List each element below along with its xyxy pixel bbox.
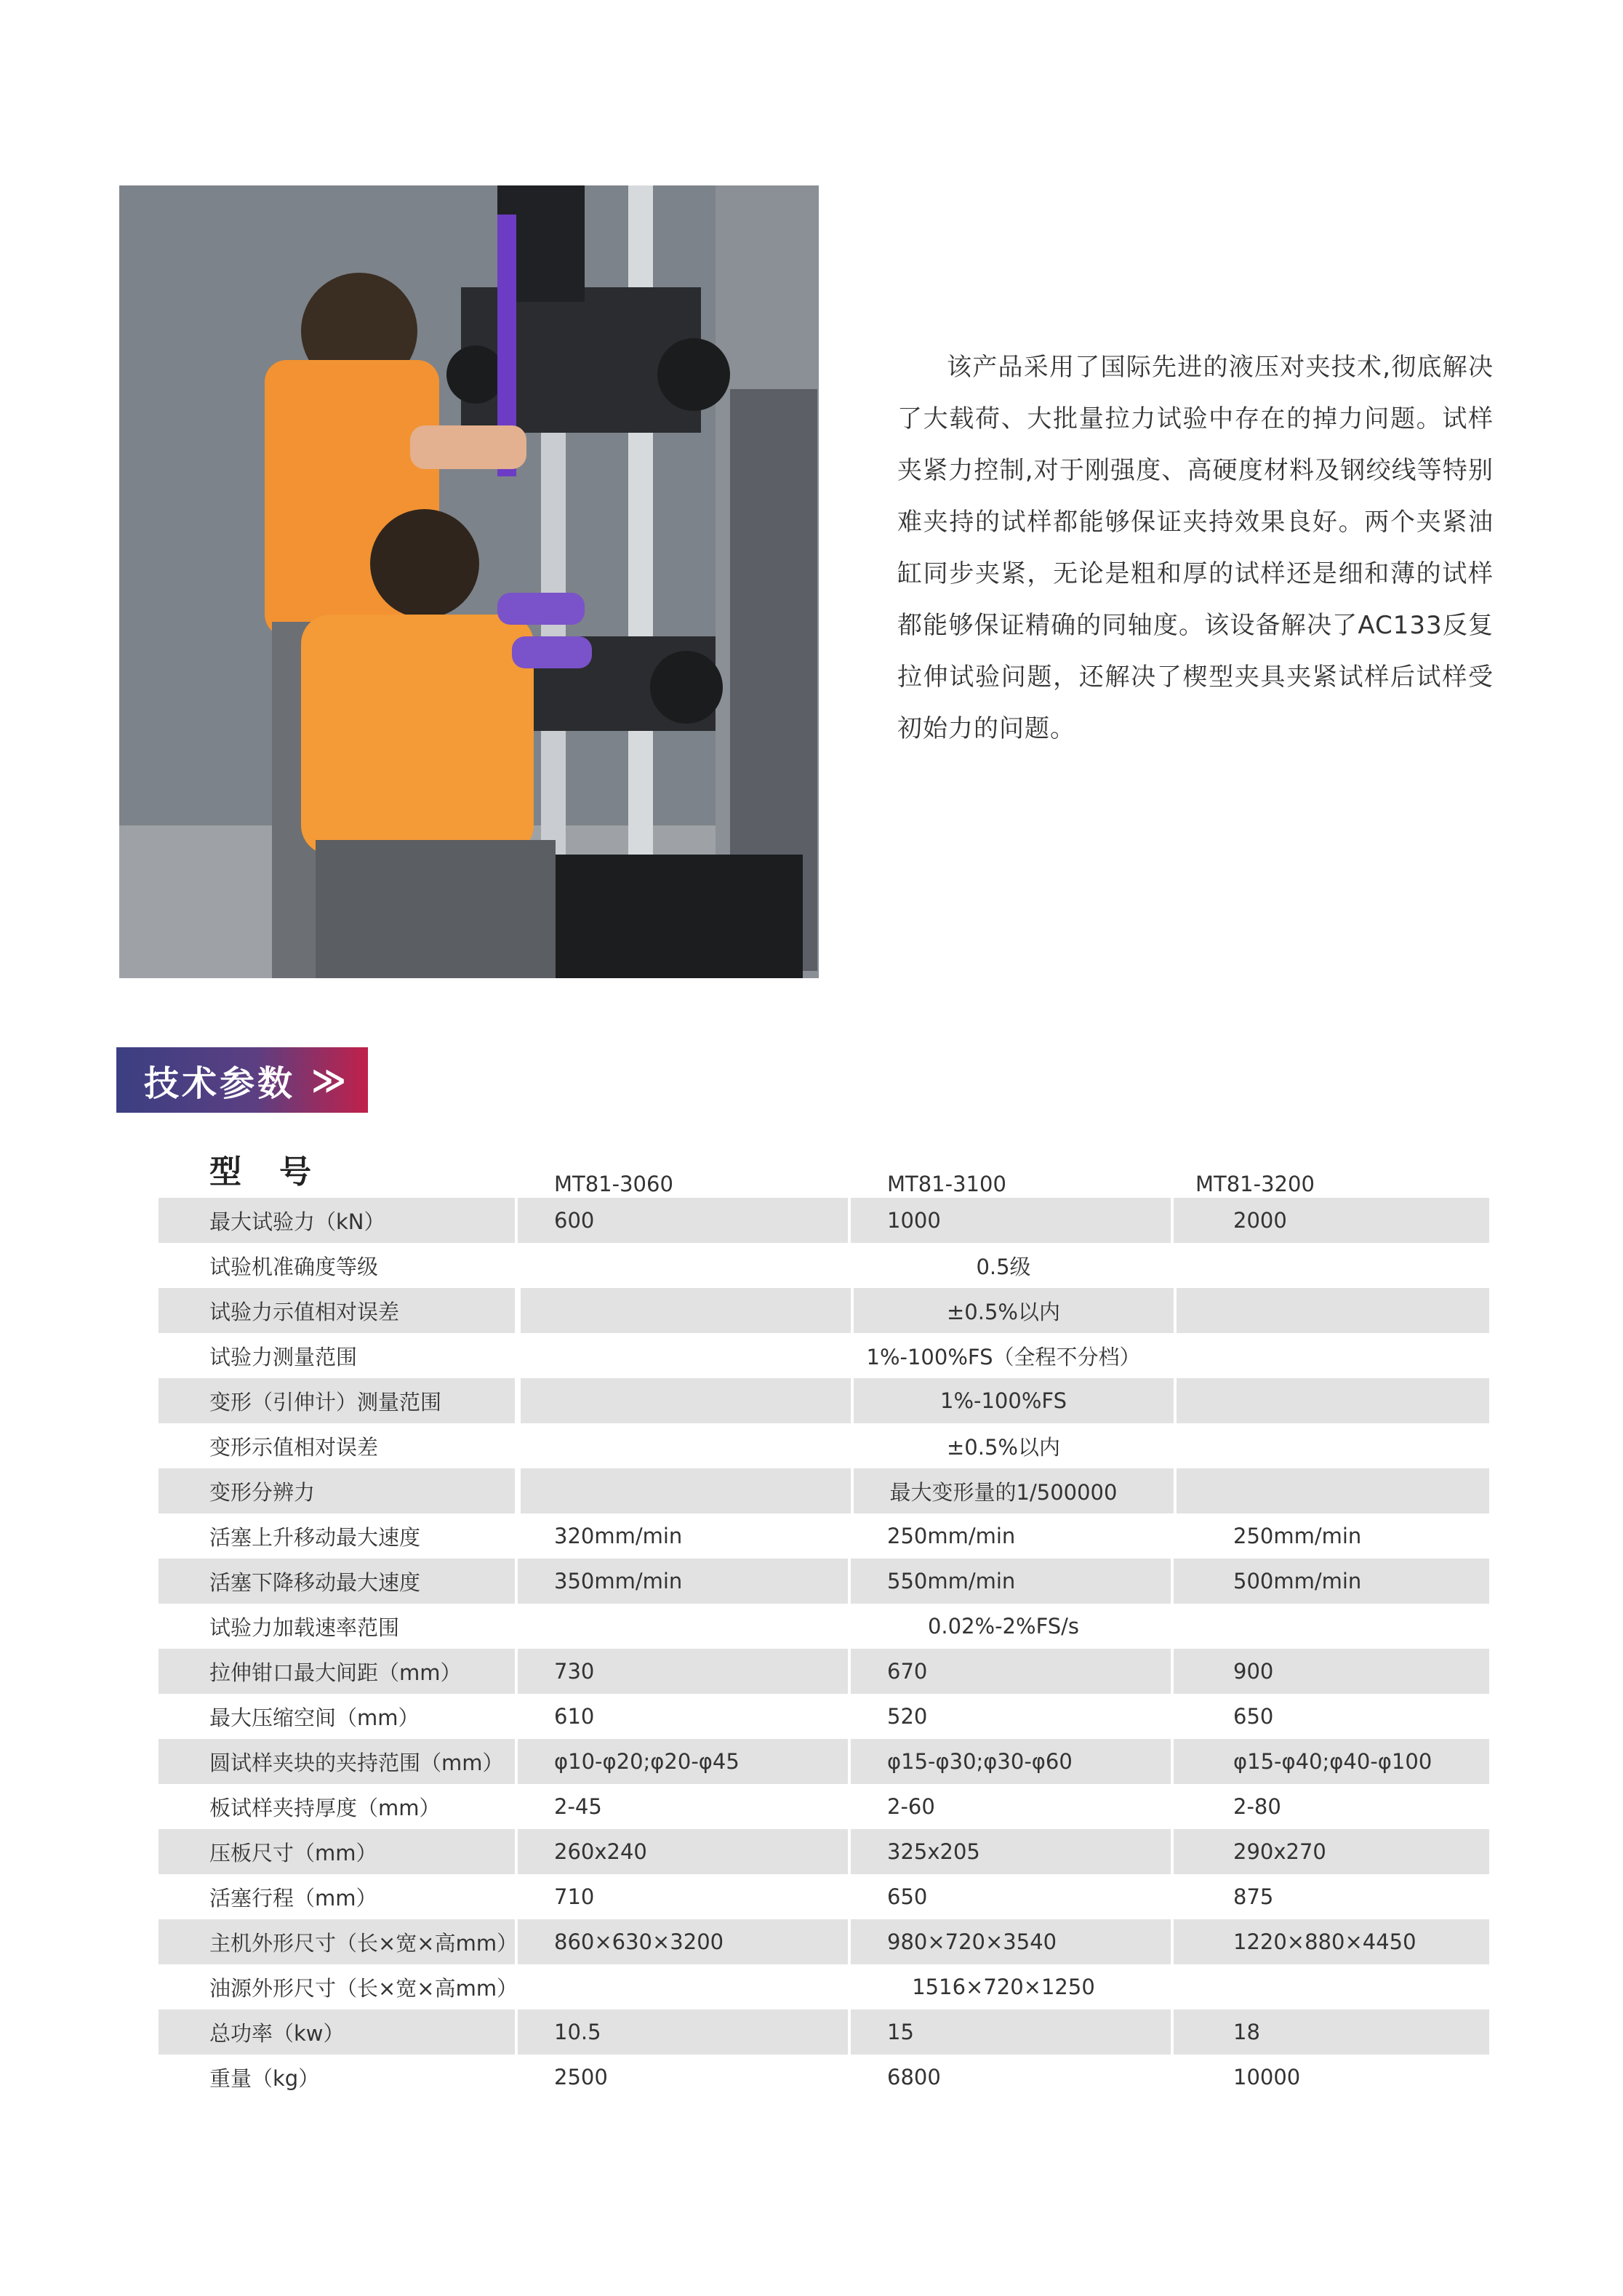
row-value-1: 320mm/min (554, 1524, 683, 1548)
row-value-3: 2000 (1233, 1208, 1287, 1233)
table-row (159, 1288, 1489, 1333)
intro-paragraph: 该产品采用了国际先进的液压对夹技术,彻底解决了大载荷、大批量拉力试验中存在的掉力问题。试样夹紧力控制,对于刚强度、高硬度材料及钢绞线等特别难夹持的试样都能够保证夹持效果良好。两个夹紧油缸同步夹紧，无论是粗和厚的试样还是细和薄的试样都能够保证精确的同轴度。该设备解决了AC133反复拉伸试验问题，还解决了楔型夹具夹紧试样后试样受初始力的问题。 (897, 353, 1494, 743)
model-header-1: MT81-3060 (554, 1172, 673, 1196)
row-label: 试验力示值相对误差 (159, 1288, 518, 1333)
row-label: 变形分辨力 (159, 1468, 518, 1513)
double-chevron-icon: ≫ (311, 1060, 347, 1100)
table-row (159, 1243, 1489, 1288)
section-title: 技术参数 (144, 1063, 296, 1104)
row-value-1: 860×630×3200 (518, 1919, 851, 1964)
row-label: 最大试验力（kN） (159, 1198, 518, 1243)
table-row (159, 1378, 1489, 1423)
row-value-3: 1220×880×4450 (1233, 1929, 1416, 1954)
row-label: 试验力测量范围 (209, 1344, 358, 1369)
row-value-span: 0.5级 (976, 1254, 1031, 1279)
row-value-2: 1000 (851, 1198, 1174, 1243)
table-row (159, 1919, 1489, 1964)
cell-divider (1174, 1378, 1177, 1423)
row-label: 试验机准确度等级 (209, 1254, 379, 1279)
table-row (159, 1333, 1489, 1378)
row-value-2: 250mm/min (887, 1524, 1016, 1548)
cell-divider (851, 1288, 854, 1333)
row-value-3: 290x270 (1233, 1839, 1326, 1864)
spec-table (159, 1153, 1489, 2100)
row-value-2: φ15-φ30;φ30-φ60 (851, 1739, 1174, 1784)
row-value-1: 600 (518, 1198, 851, 1243)
row-value-1: 260x240 (518, 1829, 851, 1874)
row-value-2: 15 (851, 2009, 1174, 2055)
row-value-1: 610 (554, 1704, 595, 1729)
row-label: 总功率（kw） (159, 2009, 518, 2055)
table-row (159, 1784, 1489, 1829)
row-value-2: 520 (887, 1704, 928, 1729)
row-value-2: 670 (851, 1649, 1174, 1694)
row-value-3: 250mm/min (1233, 1524, 1362, 1548)
row-value-2: 6800 (887, 2065, 941, 2089)
row-label: 圆试样夹块的夹持范围（mm） (159, 1739, 518, 1784)
row-value-1: 710 (554, 1884, 595, 1909)
row-label: 变形（引伸计）测量范围 (159, 1378, 518, 1423)
model-header-2: MT81-3100 (887, 1172, 1006, 1196)
row-value-3: 2-80 (1233, 1794, 1281, 1819)
cell-divider (518, 1378, 521, 1423)
row-value-3: 900 (1233, 1659, 1274, 1684)
row-value-3: 18 (1233, 2020, 1260, 2044)
table-row (159, 1423, 1489, 1468)
row-label: 重量（kg） (209, 2065, 320, 2091)
row-label: 主机外形尺寸（长×宽×高mm） (159, 1919, 518, 1964)
row-value-span: 0.02%-2%FS/s (927, 1614, 1080, 1639)
cell-divider (1174, 1468, 1177, 1513)
row-value-2: 2-60 (887, 1794, 935, 1819)
row-value-3: 650 (1233, 1704, 1274, 1729)
row-value-2: 650 (887, 1884, 928, 1909)
row-label: 试验力加载速率范围 (209, 1615, 400, 1640)
row-label: 油源外形尺寸（长×宽×高mm） (209, 1975, 518, 2001)
row-value-span: 最大变形量的1/500000 (889, 1479, 1118, 1505)
row-value-2: 550mm/min (851, 1559, 1174, 1604)
table-row (159, 1559, 1489, 1604)
row-value-1: 2500 (554, 2065, 608, 2089)
row-value-2: 325x205 (851, 1829, 1174, 1874)
row-label: 拉伸钳口最大间距（mm） (159, 1649, 518, 1694)
table-row (159, 1513, 1489, 1559)
row-value-span: 1%-100%FS（全程不分档） (866, 1344, 1141, 1369)
row-value-1: 350mm/min (518, 1559, 851, 1604)
cell-divider (518, 1468, 521, 1513)
cell-divider (518, 1288, 521, 1333)
table-row (159, 2009, 1489, 2055)
row-label: 活塞下降移动最大速度 (159, 1559, 518, 1604)
row-value-3: 875 (1233, 1884, 1274, 1909)
cell-divider (1174, 1288, 1177, 1333)
row-value-2: 980×720×3540 (851, 1919, 1174, 1964)
row-value-span: ±0.5%以内 (947, 1434, 1060, 1460)
row-value-3: φ15-φ40;φ40-φ100 (1233, 1749, 1432, 1774)
row-value-1: 730 (518, 1649, 851, 1694)
table-row (159, 1604, 1489, 1649)
row-label: 活塞上升移动最大速度 (209, 1524, 421, 1550)
table-row (159, 1739, 1489, 1784)
row-value-span: 1516×720×1250 (912, 1975, 1095, 1999)
table-row (159, 1964, 1489, 2009)
row-value-1: 10.5 (518, 2009, 851, 2055)
spec-rows (159, 1198, 1489, 2100)
cell-divider (851, 1378, 854, 1423)
product-photo (119, 185, 819, 978)
row-value-1: 2-45 (554, 1794, 602, 1819)
row-label: 活塞行程（mm） (209, 1885, 377, 1911)
spec-header-label: 型号 (209, 1153, 349, 1191)
cell-divider (851, 1468, 854, 1513)
row-label: 变形示值相对误差 (209, 1434, 379, 1460)
section-header (116, 1047, 368, 1113)
row-value-span: ±0.5%以内 (947, 1299, 1060, 1324)
row-label: 最大压缩空间（mm） (209, 1705, 420, 1730)
row-label: 压板尺寸（mm） (159, 1829, 518, 1874)
row-value-3: 10000 (1233, 2065, 1301, 2089)
spec-header-row (159, 1153, 1489, 1198)
row-value-span: 1%-100%FS (940, 1388, 1067, 1413)
row-value-1: φ10-φ20;φ20-φ45 (518, 1739, 851, 1784)
table-row (159, 2055, 1489, 2100)
table-row (159, 1829, 1489, 1874)
table-row (159, 1694, 1489, 1739)
table-row (159, 1468, 1489, 1513)
table-row (159, 1649, 1489, 1694)
table-row (159, 1874, 1489, 1919)
row-value-3: 500mm/min (1233, 1569, 1362, 1593)
model-header-3: MT81-3200 (1195, 1172, 1315, 1196)
table-row (159, 1198, 1489, 1243)
photo-icon (119, 185, 819, 978)
row-label: 板试样夹持厚度（mm） (209, 1795, 441, 1820)
